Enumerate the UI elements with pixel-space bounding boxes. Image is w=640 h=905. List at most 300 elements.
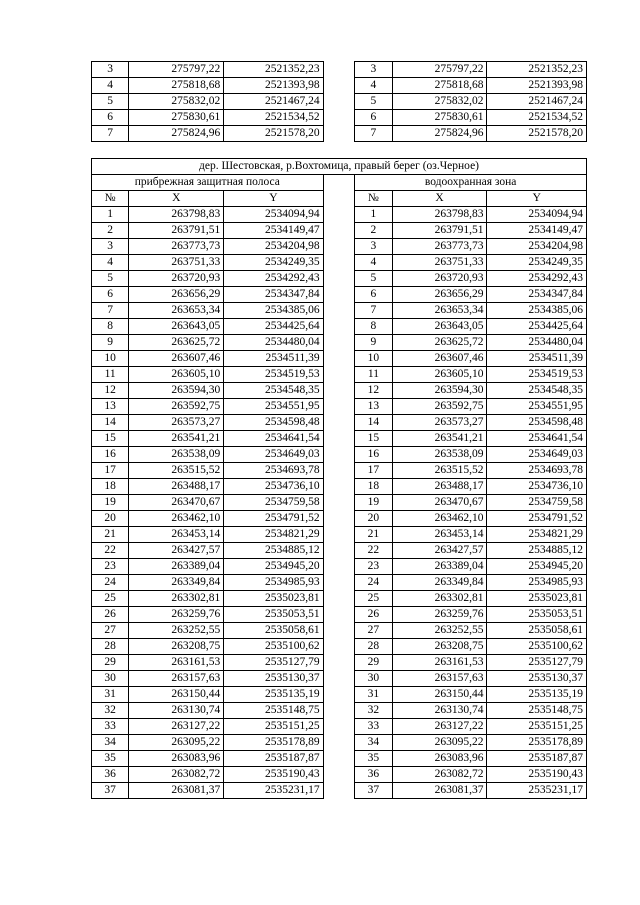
y-coordinate-cell: 2534511,39: [224, 351, 323, 367]
gap-cell: [323, 607, 355, 623]
point-number-cell: 11: [355, 367, 392, 383]
y-coordinate-cell: 2534519,53: [224, 367, 323, 383]
y-coordinate-cell: 2521393,98: [224, 78, 323, 94]
col-x-left: X: [129, 191, 224, 207]
x-coordinate-cell: 263349,84: [129, 575, 224, 591]
table-row: [92, 751, 587, 767]
y-coordinate-cell: 2534249,35: [224, 255, 323, 271]
gap-cell: [323, 767, 355, 783]
point-number-cell: 28: [355, 639, 392, 655]
point-number-cell: 17: [92, 463, 129, 479]
point-number-cell: 7: [92, 126, 129, 142]
y-coordinate-cell: 2535151,25: [224, 719, 323, 735]
y-coordinate-cell: 2534759,58: [224, 495, 323, 511]
x-coordinate-cell: 275830,61: [392, 110, 487, 126]
gap-cell: [323, 463, 355, 479]
top-coordinates-table: [91, 61, 587, 142]
y-coordinate-cell: 2535100,62: [224, 639, 323, 655]
y-coordinate-cell: 2535148,75: [487, 703, 587, 719]
gap-cell: [323, 110, 355, 126]
table-row: [92, 559, 587, 575]
x-coordinate-cell: 263488,17: [392, 479, 487, 495]
gap-cell: [323, 783, 355, 799]
y-coordinate-cell: 2521352,23: [487, 62, 587, 78]
y-coordinate-cell: 2534821,29: [487, 527, 587, 543]
y-coordinate-cell: 2521578,20: [487, 126, 587, 142]
point-number-cell: 14: [355, 415, 392, 431]
gap-cell: [323, 655, 355, 671]
gap-cell: [323, 367, 355, 383]
col-no-right: №: [355, 191, 392, 207]
point-number-cell: 3: [355, 239, 392, 255]
point-number-cell: 18: [92, 479, 129, 495]
x-coordinate-cell: 263427,57: [392, 543, 487, 559]
y-coordinate-cell: 2535100,62: [487, 639, 587, 655]
point-number-cell: 35: [92, 751, 129, 767]
x-coordinate-cell: 263538,09: [392, 447, 487, 463]
table-row: [92, 351, 587, 367]
gap-cell: [323, 399, 355, 415]
x-coordinate-cell: 263130,74: [392, 703, 487, 719]
y-coordinate-cell: 2534985,93: [224, 575, 323, 591]
y-coordinate-cell: 2534480,04: [487, 335, 587, 351]
gap-cell: [323, 735, 355, 751]
y-coordinate-cell: 2534736,10: [487, 479, 587, 495]
y-coordinate-cell: 2534641,54: [224, 431, 323, 447]
y-coordinate-cell: 2534551,95: [487, 399, 587, 415]
x-coordinate-cell: 263720,93: [129, 271, 224, 287]
y-coordinate-cell: 2534204,98: [224, 239, 323, 255]
point-number-cell: 26: [92, 607, 129, 623]
x-coordinate-cell: 263081,37: [129, 783, 224, 799]
point-number-cell: 36: [92, 767, 129, 783]
gap-cell: [323, 639, 355, 655]
table-row: [92, 575, 587, 591]
x-coordinate-cell: 275830,61: [129, 110, 224, 126]
y-coordinate-cell: 2535190,43: [224, 767, 323, 783]
x-coordinate-cell: 275797,22: [392, 62, 487, 78]
table-row: [92, 335, 587, 351]
point-number-cell: 14: [92, 415, 129, 431]
y-coordinate-cell: 2534945,20: [224, 559, 323, 575]
table-row: [92, 62, 587, 78]
y-coordinate-cell: 2534791,52: [224, 511, 323, 527]
x-coordinate-cell: 275832,02: [129, 94, 224, 110]
x-coordinate-cell: 263607,46: [392, 351, 487, 367]
table-row: [92, 719, 587, 735]
x-coordinate-cell: 275797,22: [129, 62, 224, 78]
x-coordinate-cell: 263541,21: [129, 431, 224, 447]
y-coordinate-cell: 2534548,35: [487, 383, 587, 399]
y-coordinate-cell: 2535058,61: [224, 623, 323, 639]
point-number-cell: 23: [92, 559, 129, 575]
x-coordinate-cell: 263470,67: [129, 495, 224, 511]
table-row: [92, 783, 587, 799]
x-coordinate-cell: 263252,55: [392, 623, 487, 639]
point-number-cell: 8: [355, 319, 392, 335]
gap-cell: [323, 271, 355, 287]
y-coordinate-cell: 2534425,64: [224, 319, 323, 335]
point-number-cell: 33: [355, 719, 392, 735]
point-number-cell: 34: [355, 735, 392, 751]
x-coordinate-cell: 263389,04: [392, 559, 487, 575]
gap-cell: [323, 495, 355, 511]
point-number-cell: 26: [355, 607, 392, 623]
y-coordinate-cell: 2534385,06: [487, 303, 587, 319]
y-coordinate-cell: 2534149,47: [224, 223, 323, 239]
y-coordinate-cell: 2521467,24: [487, 94, 587, 110]
y-coordinate-cell: 2534649,03: [487, 447, 587, 463]
y-coordinate-cell: 2521534,52: [224, 110, 323, 126]
x-coordinate-cell: 263653,34: [129, 303, 224, 319]
point-number-cell: 29: [355, 655, 392, 671]
table-row: [92, 126, 587, 142]
point-number-cell: 3: [92, 239, 129, 255]
x-coordinate-cell: 263515,52: [392, 463, 487, 479]
table-row: [92, 399, 587, 415]
point-number-cell: 6: [355, 110, 392, 126]
y-coordinate-cell: 2534347,84: [487, 287, 587, 303]
table-row: [92, 655, 587, 671]
x-coordinate-cell: 263127,22: [129, 719, 224, 735]
x-coordinate-cell: 263161,53: [129, 655, 224, 671]
x-coordinate-cell: 263389,04: [129, 559, 224, 575]
point-number-cell: 9: [92, 335, 129, 351]
gap-cell: [323, 703, 355, 719]
point-number-cell: 30: [92, 671, 129, 687]
point-number-cell: 1: [92, 207, 129, 223]
gap-cell: [323, 62, 355, 78]
point-number-cell: 32: [92, 703, 129, 719]
col-x-right: X: [392, 191, 487, 207]
y-coordinate-cell: 2535190,43: [487, 767, 587, 783]
table-row: [92, 735, 587, 751]
y-coordinate-cell: 2521467,24: [224, 94, 323, 110]
y-coordinate-cell: 2535130,37: [487, 671, 587, 687]
point-number-cell: 7: [92, 303, 129, 319]
x-coordinate-cell: 263081,37: [392, 783, 487, 799]
point-number-cell: 19: [92, 495, 129, 511]
gap-cell: [323, 319, 355, 335]
table-row: [92, 383, 587, 399]
point-number-cell: 28: [92, 639, 129, 655]
point-number-cell: 15: [92, 431, 129, 447]
x-coordinate-cell: 263541,21: [392, 431, 487, 447]
x-coordinate-cell: 263462,10: [392, 511, 487, 527]
x-coordinate-cell: 263773,73: [392, 239, 487, 255]
table-row: [92, 78, 587, 94]
point-number-cell: 13: [92, 399, 129, 415]
gap-cell: [323, 175, 355, 191]
point-number-cell: 2: [355, 223, 392, 239]
point-number-cell: 25: [92, 591, 129, 607]
point-number-cell: 7: [355, 303, 392, 319]
point-number-cell: 5: [355, 271, 392, 287]
y-coordinate-cell: 2534885,12: [224, 543, 323, 559]
point-number-cell: 13: [355, 399, 392, 415]
point-number-cell: 8: [92, 319, 129, 335]
y-coordinate-cell: 2535127,79: [487, 655, 587, 671]
table-row: [92, 671, 587, 687]
y-coordinate-cell: 2535151,25: [487, 719, 587, 735]
gap-cell: [323, 207, 355, 223]
table-row: [92, 607, 587, 623]
x-coordinate-cell: 263488,17: [129, 479, 224, 495]
gap-cell: [323, 559, 355, 575]
point-number-cell: 22: [92, 543, 129, 559]
x-coordinate-cell: 263643,05: [392, 319, 487, 335]
x-coordinate-cell: 263427,57: [129, 543, 224, 559]
point-number-cell: 10: [355, 351, 392, 367]
y-coordinate-cell: 2534094,94: [224, 207, 323, 223]
y-coordinate-cell: 2534551,95: [224, 399, 323, 415]
x-coordinate-cell: 263157,63: [129, 671, 224, 687]
y-coordinate-cell: 2535178,89: [224, 735, 323, 751]
table-row: [92, 703, 587, 719]
y-coordinate-cell: 2534292,43: [487, 271, 587, 287]
gap-cell: [323, 94, 355, 110]
y-coordinate-cell: 2534385,06: [224, 303, 323, 319]
point-number-cell: 20: [355, 511, 392, 527]
y-coordinate-cell: 2521352,23: [224, 62, 323, 78]
y-coordinate-cell: 2534425,64: [487, 319, 587, 335]
y-coordinate-cell: 2534519,53: [487, 367, 587, 383]
y-coordinate-cell: 2534149,47: [487, 223, 587, 239]
point-number-cell: 24: [92, 575, 129, 591]
y-coordinate-cell: 2534204,98: [487, 239, 587, 255]
x-coordinate-cell: 263625,72: [392, 335, 487, 351]
point-number-cell: 3: [92, 62, 129, 78]
y-coordinate-cell: 2534759,58: [487, 495, 587, 511]
section-title: дер. Шестовская, р.Вохтомица, правый берег (оз.Черное): [92, 159, 587, 175]
y-coordinate-cell: 2534693,78: [224, 463, 323, 479]
point-number-cell: 5: [355, 94, 392, 110]
x-coordinate-cell: 263515,52: [129, 463, 224, 479]
y-coordinate-cell: 2534821,29: [224, 527, 323, 543]
y-coordinate-cell: 2534347,84: [224, 287, 323, 303]
x-coordinate-cell: 263605,10: [392, 367, 487, 383]
y-coordinate-cell: 2534945,20: [487, 559, 587, 575]
table-row: [92, 447, 587, 463]
point-number-cell: 36: [355, 767, 392, 783]
x-coordinate-cell: 263773,73: [129, 239, 224, 255]
gap-cell: [323, 591, 355, 607]
y-coordinate-cell: 2521534,52: [487, 110, 587, 126]
gap-cell: [323, 751, 355, 767]
point-number-cell: 18: [355, 479, 392, 495]
x-coordinate-cell: 263798,83: [129, 207, 224, 223]
point-number-cell: 5: [92, 271, 129, 287]
gap-cell: [323, 126, 355, 142]
col-y-right: Y: [487, 191, 587, 207]
x-coordinate-cell: 263453,14: [129, 527, 224, 543]
x-coordinate-cell: 263095,22: [129, 735, 224, 751]
x-coordinate-cell: 263462,10: [129, 511, 224, 527]
x-coordinate-cell: 263259,76: [392, 607, 487, 623]
table-row: [92, 479, 587, 495]
x-coordinate-cell: 263594,30: [392, 383, 487, 399]
x-coordinate-cell: 263751,33: [129, 255, 224, 271]
point-number-cell: 27: [355, 623, 392, 639]
point-number-cell: 37: [92, 783, 129, 799]
gap-cell: [323, 351, 355, 367]
point-number-cell: 4: [355, 255, 392, 271]
point-number-cell: 37: [355, 783, 392, 799]
y-coordinate-cell: 2534985,93: [487, 575, 587, 591]
x-coordinate-cell: 263798,83: [392, 207, 487, 223]
point-number-cell: 27: [92, 623, 129, 639]
point-number-cell: 31: [355, 687, 392, 703]
x-coordinate-cell: 263653,34: [392, 303, 487, 319]
y-coordinate-cell: 2534791,52: [487, 511, 587, 527]
x-coordinate-cell: 263656,29: [392, 287, 487, 303]
y-coordinate-cell: 2535187,87: [487, 751, 587, 767]
y-coordinate-cell: 2534641,54: [487, 431, 587, 447]
table-row: [92, 639, 587, 655]
x-coordinate-cell: 263252,55: [129, 623, 224, 639]
x-coordinate-cell: 263161,53: [392, 655, 487, 671]
table-row: [92, 543, 587, 559]
table-row: [92, 415, 587, 431]
y-coordinate-cell: 2534480,04: [224, 335, 323, 351]
y-coordinate-cell: 2534548,35: [224, 383, 323, 399]
y-coordinate-cell: 2534249,35: [487, 255, 587, 271]
point-number-cell: 11: [92, 367, 129, 383]
col-y-left: Y: [224, 191, 323, 207]
y-coordinate-cell: 2534598,48: [224, 415, 323, 431]
y-coordinate-cell: 2534693,78: [487, 463, 587, 479]
point-number-cell: 31: [92, 687, 129, 703]
x-coordinate-cell: 263607,46: [129, 351, 224, 367]
gap-cell: [323, 303, 355, 319]
y-coordinate-cell: 2535135,19: [224, 687, 323, 703]
table-row: [92, 511, 587, 527]
point-number-cell: 16: [92, 447, 129, 463]
x-coordinate-cell: 263592,75: [392, 399, 487, 415]
gap-cell: [323, 239, 355, 255]
x-coordinate-cell: 263083,96: [129, 751, 224, 767]
table-row: [92, 431, 587, 447]
y-coordinate-cell: 2535023,81: [224, 591, 323, 607]
table-row: [92, 767, 587, 783]
gap-cell: [323, 335, 355, 351]
point-number-cell: 9: [355, 335, 392, 351]
x-coordinate-cell: 275818,68: [392, 78, 487, 94]
y-coordinate-cell: 2535187,87: [224, 751, 323, 767]
shestovskaya-coordinates-table: [91, 158, 587, 799]
gap-cell: [323, 687, 355, 703]
gap-cell: [323, 527, 355, 543]
x-coordinate-cell: 263095,22: [392, 735, 487, 751]
x-coordinate-cell: 263302,81: [392, 591, 487, 607]
x-coordinate-cell: 263592,75: [129, 399, 224, 415]
gap-cell: [323, 287, 355, 303]
point-number-cell: 33: [92, 719, 129, 735]
gap-cell: [323, 671, 355, 687]
gap-cell: [323, 415, 355, 431]
y-coordinate-cell: 2535148,75: [224, 703, 323, 719]
table-row: [92, 239, 587, 255]
table-row: [92, 94, 587, 110]
x-coordinate-cell: 263349,84: [392, 575, 487, 591]
gap-cell: [323, 383, 355, 399]
table-row: [92, 255, 587, 271]
point-number-cell: 24: [355, 575, 392, 591]
section-title-row: [92, 159, 587, 175]
gap-cell: [323, 543, 355, 559]
gap-cell: [323, 191, 355, 207]
point-number-cell: 6: [92, 287, 129, 303]
y-coordinate-cell: 2534598,48: [487, 415, 587, 431]
y-coordinate-cell: 2535231,17: [487, 783, 587, 799]
y-coordinate-cell: 2521393,98: [487, 78, 587, 94]
point-number-cell: 25: [355, 591, 392, 607]
x-coordinate-cell: 263573,27: [392, 415, 487, 431]
x-coordinate-cell: 263208,75: [129, 639, 224, 655]
gap-cell: [323, 719, 355, 735]
x-coordinate-cell: 263643,05: [129, 319, 224, 335]
x-coordinate-cell: 263082,72: [129, 767, 224, 783]
x-coordinate-cell: 263573,27: [129, 415, 224, 431]
x-coordinate-cell: 263150,44: [392, 687, 487, 703]
table-row: [92, 591, 587, 607]
x-coordinate-cell: 263208,75: [392, 639, 487, 655]
table-row: [92, 207, 587, 223]
right-subtitle: водоохранная зона: [355, 175, 587, 191]
gap-cell: [323, 223, 355, 239]
table-row: [92, 527, 587, 543]
table-row: [92, 495, 587, 511]
x-coordinate-cell: 263082,72: [392, 767, 487, 783]
gap-cell: [323, 511, 355, 527]
x-coordinate-cell: 263720,93: [392, 271, 487, 287]
table-row: [92, 367, 587, 383]
y-coordinate-cell: 2535127,79: [224, 655, 323, 671]
point-number-cell: 4: [92, 255, 129, 271]
point-number-cell: 3: [355, 62, 392, 78]
x-coordinate-cell: 275824,96: [129, 126, 224, 142]
point-number-cell: 22: [355, 543, 392, 559]
subtitle-row: [92, 175, 587, 191]
table-row: [92, 623, 587, 639]
x-coordinate-cell: 275832,02: [392, 94, 487, 110]
point-number-cell: 35: [355, 751, 392, 767]
y-coordinate-cell: 2534511,39: [487, 351, 587, 367]
column-header-row: [92, 191, 587, 207]
point-number-cell: 15: [355, 431, 392, 447]
x-coordinate-cell: 275824,96: [392, 126, 487, 142]
gap-cell: [323, 623, 355, 639]
x-coordinate-cell: 263083,96: [392, 751, 487, 767]
point-number-cell: 4: [92, 78, 129, 94]
col-no-left: №: [92, 191, 129, 207]
y-coordinate-cell: 2534736,10: [224, 479, 323, 495]
point-number-cell: 10: [92, 351, 129, 367]
y-coordinate-cell: 2535058,61: [487, 623, 587, 639]
x-coordinate-cell: 263791,51: [392, 223, 487, 239]
x-coordinate-cell: 263453,14: [392, 527, 487, 543]
x-coordinate-cell: 263130,74: [129, 703, 224, 719]
table-row: [92, 303, 587, 319]
point-number-cell: 1: [355, 207, 392, 223]
left-subtitle: прибрежная защитная полоса: [92, 175, 324, 191]
point-number-cell: 2: [92, 223, 129, 239]
x-coordinate-cell: 263302,81: [129, 591, 224, 607]
x-coordinate-cell: 263157,63: [392, 671, 487, 687]
x-coordinate-cell: 263594,30: [129, 383, 224, 399]
x-coordinate-cell: 263605,10: [129, 367, 224, 383]
x-coordinate-cell: 263625,72: [129, 335, 224, 351]
